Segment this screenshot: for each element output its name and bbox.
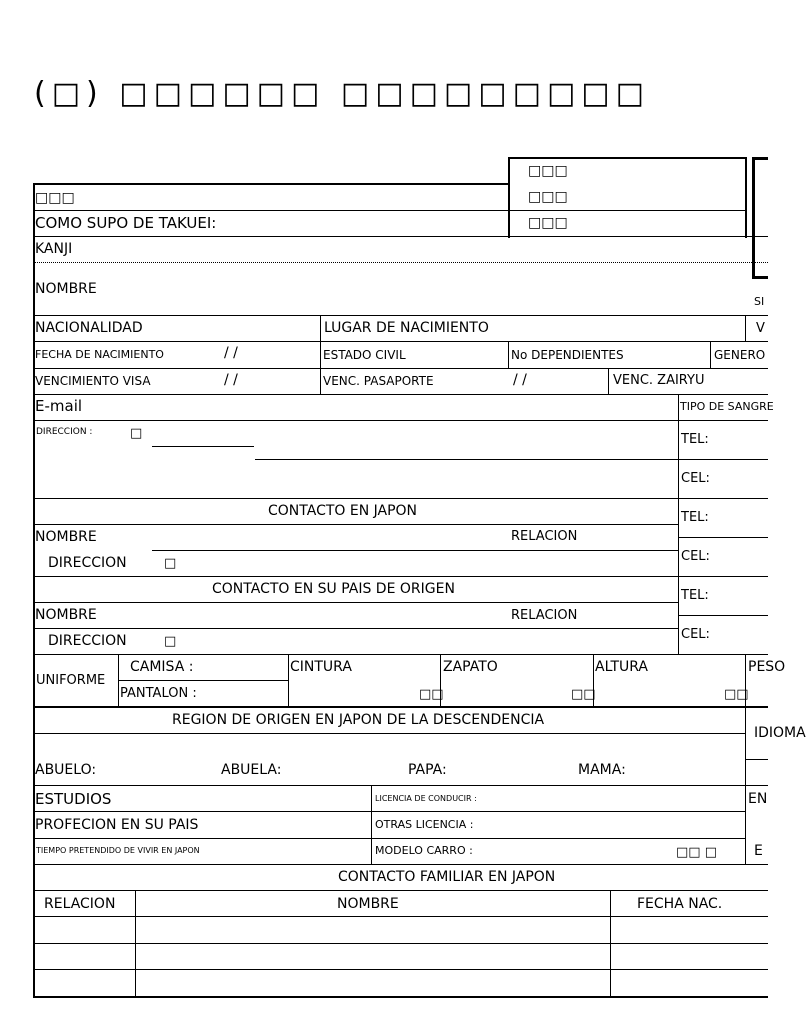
postal-mark-icon: □ [130, 426, 143, 441]
line [152, 446, 254, 447]
line [33, 341, 768, 342]
contacto-pais-heading: CONTACTO EN SU PAIS DE ORIGEN [212, 581, 455, 597]
contacto-japon-heading: CONTACTO EN JAPON [268, 503, 418, 519]
line [320, 315, 321, 394]
cel-label-3: CEL: [681, 627, 710, 642]
line [710, 341, 711, 368]
line [33, 394, 768, 395]
line [608, 368, 609, 394]
photo-box [752, 157, 768, 279]
region-origen-heading: REGION DE ORIGEN EN JAPON DE LA DESCENDENCIA [172, 712, 545, 728]
zapato-label: ZAPATO [443, 659, 498, 675]
altura-label: ALTURA [595, 659, 648, 675]
idioma-label: IDIOMA [754, 725, 806, 741]
line [33, 262, 768, 263]
tel-label-1: TEL: [681, 432, 709, 447]
line [33, 576, 768, 577]
line [33, 811, 745, 812]
header-box-top [508, 157, 746, 159]
tel-label-3: TEL: [681, 588, 709, 603]
tiempo-pretendido-label: TIEMPO PRETENDIDO DE VIVIR EN JAPON [36, 846, 200, 855]
altura-unit: □□ [724, 687, 749, 702]
cel-label-1: CEL: [681, 471, 710, 486]
direccion-small-label: DIRECCION : [36, 427, 93, 437]
line [678, 394, 679, 654]
header-box-left-border [508, 157, 510, 238]
top-left-label: □□□ [35, 190, 75, 206]
uniforme-label: UNIFORME [36, 673, 106, 688]
contacto-pais-relacion-label: RELACION [511, 608, 578, 623]
line [33, 210, 746, 211]
line [33, 315, 768, 316]
modelo-carro-label: MODELO CARRO : [375, 844, 473, 857]
right-e-label: E [754, 843, 763, 859]
cel-label-2: CEL: [681, 549, 710, 564]
venc-zairyu-label: VENC. ZAIRYU [613, 373, 705, 388]
line [288, 654, 289, 706]
mama-label: MAMA: [578, 762, 626, 778]
kanji-label: KANJI [35, 241, 73, 257]
line [33, 969, 768, 970]
line [33, 602, 678, 603]
line [745, 315, 746, 341]
line [33, 706, 768, 708]
contacto-familiar-heading: CONTACTO FAMILIAR EN JAPON [338, 869, 556, 885]
tel-label-2: TEL: [681, 510, 709, 525]
line [33, 183, 508, 185]
line [255, 459, 768, 460]
camisa-label: CAMISA : [130, 659, 194, 675]
line [33, 236, 768, 237]
line [678, 615, 768, 616]
line [33, 628, 678, 629]
line [33, 368, 768, 369]
family-cell[interactable] [612, 918, 762, 942]
modelo-carro-checkbox[interactable]: □□ □ [676, 845, 717, 860]
right-si-label: SI [754, 295, 765, 308]
contacto-japon-nombre-label: NOMBRE [35, 529, 97, 545]
family-cell[interactable] [612, 945, 762, 968]
header-label-1: □□□ [528, 163, 568, 179]
no-dependientes-label: No DEPENDIENTES [511, 348, 624, 362]
form-left-border [33, 183, 35, 997]
nombre-label: NOMBRE [35, 281, 97, 297]
line [33, 524, 678, 525]
profecion-label: PROFECION EN SU PAIS [35, 817, 199, 833]
venc-pasaporte-label: VENC. PASAPORTE [323, 374, 434, 388]
postal-mark-icon: □ [164, 634, 177, 649]
line [33, 943, 768, 944]
visa-date-slashes: / / [224, 372, 238, 388]
peso-label: PESO [748, 659, 786, 675]
line [610, 890, 611, 996]
contacto-pais-nombre-label: NOMBRE [35, 607, 97, 623]
abuelo-label: ABUELO: [35, 762, 97, 778]
line [33, 785, 768, 786]
en-label: EN [748, 791, 768, 807]
right-v-label: V [756, 321, 765, 336]
line [508, 341, 509, 368]
tipo-sangre-label: TIPO DE SANGRE [680, 400, 774, 413]
header-label-3: □□□ [528, 215, 568, 231]
zapato-unit: □□ [571, 687, 596, 702]
line [33, 864, 768, 865]
header-label-2: □□□ [528, 189, 568, 205]
family-header-relacion: RELACION [44, 896, 116, 912]
family-cell[interactable] [35, 918, 133, 942]
header-box-right-border [745, 157, 747, 238]
vencimiento-visa-label: VENCIMIENTO VISA [35, 374, 151, 388]
abuela-label: ABUELA: [221, 762, 282, 778]
pantalon-label: PANTALON : [120, 686, 197, 701]
line [33, 996, 768, 998]
line [678, 537, 768, 538]
line [33, 838, 745, 839]
line [33, 654, 768, 655]
line [152, 550, 678, 551]
nacionalidad-label: NACIONALIDAD [35, 320, 143, 336]
line [745, 759, 768, 760]
contacto-japon-relacion-label: RELACION [511, 529, 578, 544]
estado-civil-label: ESTADO CIVIL [323, 348, 406, 362]
family-header-nombre: NOMBRE [337, 896, 399, 912]
family-cell[interactable] [35, 971, 133, 995]
form-title: (□) □□□□□□ □□□□□□□□□ [34, 76, 650, 111]
line [118, 654, 119, 706]
papa-label: PAPA: [408, 762, 447, 778]
cintura-label: CINTURA [290, 659, 352, 675]
estudios-label: ESTUDIOS [35, 790, 112, 808]
otras-licencia-label: OTRAS LICENCIA : [375, 818, 474, 831]
postal-mark-icon: □ [164, 556, 177, 571]
como-supo-label: COMO SUPO DE TAKUEI: [35, 214, 217, 232]
line [371, 785, 372, 864]
line [33, 420, 768, 421]
family-header-fecha: FECHA NAC. [637, 896, 723, 912]
line [33, 733, 745, 734]
family-cell[interactable] [137, 918, 608, 942]
line [135, 890, 136, 996]
line [118, 680, 288, 681]
pasaporte-date-slashes: / / [513, 372, 527, 388]
family-cell[interactable] [137, 945, 608, 968]
family-cell[interactable] [612, 971, 762, 995]
family-cell[interactable] [137, 971, 608, 995]
line [33, 890, 768, 891]
line [745, 706, 746, 864]
family-cell[interactable] [35, 945, 133, 968]
fecha-nacimiento-slashes: / / [224, 345, 238, 361]
cintura-unit: □□ [419, 687, 444, 702]
fecha-nacimiento-label: FECHA DE NACIMIENTO [35, 348, 164, 361]
line [33, 916, 768, 917]
genero-label: GENERO [714, 348, 766, 362]
email-label: E-mail [35, 397, 83, 415]
contacto-japon-direccion-label: DIRECCION [48, 555, 127, 571]
line [33, 498, 768, 499]
lugar-nacimiento-label: LUGAR DE NACIMIENTO [324, 320, 489, 336]
contacto-pais-direccion-label: DIRECCION [48, 633, 127, 649]
licencia-conducir-label: LICENCIA DE CONDUCIR : [375, 794, 477, 803]
